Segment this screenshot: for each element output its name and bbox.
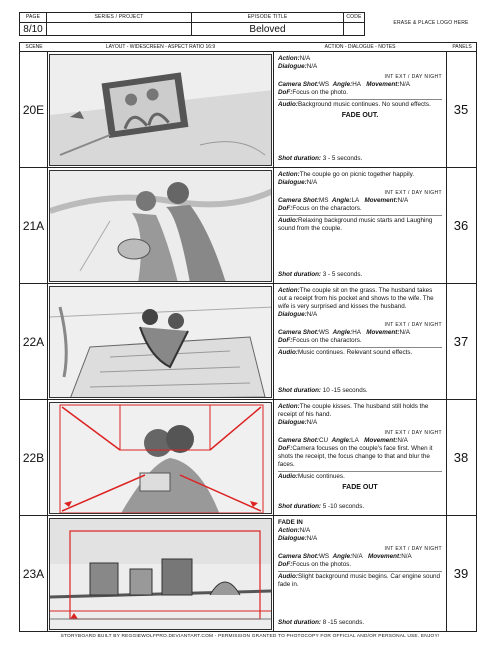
camera-line: Camera Shot:CU Angle:LA Movement:N/A — [278, 437, 408, 444]
action-line: Action:The couple sit on the grass. The husband takes out a receipt from his pocket and shows to the wife. The wife is very surprised and kisses the husband. — [278, 287, 434, 310]
storyboard-row — [19, 52, 477, 168]
column-header — [19, 42, 477, 52]
scene-number: 21A — [20, 168, 48, 283]
storyboard-row — [19, 516, 477, 632]
dof-line: DoF:Focus on the charactors. — [278, 205, 362, 212]
notes-cell — [273, 168, 447, 283]
dof-line: DoF:Focus on the photos. — [278, 561, 352, 568]
episode-value: Beloved — [249, 24, 286, 35]
sketch-frame — [49, 170, 272, 282]
camera-line: Camera Shot:WS Angle:N/A Movement:N/A — [278, 553, 412, 560]
page-cell — [19, 12, 47, 36]
duration-line: Shot duration: 5 -10 seconds. — [278, 503, 365, 510]
dof-line: DoF:Focus on the photo. — [278, 89, 349, 96]
duration-line: Shot duration: 3 - 5 seconds. — [278, 271, 363, 278]
logo-placeholder: ERASE & PLACE LOGO HERE — [393, 20, 469, 26]
col-notes: ACTION - DIALOGUE - NOTES — [324, 44, 396, 50]
sketch-frame — [49, 54, 272, 166]
panel-number: 37 — [453, 334, 469, 349]
int-ext-day-night: INT EXT / DAY NIGHT — [384, 322, 442, 328]
duration-line: Shot duration: 10 -15 seconds. — [278, 387, 368, 394]
col-panels: PANELS — [452, 44, 472, 50]
fade-in-text: FADE IN — [278, 519, 303, 526]
audio-line: Audio:Slight background music begins. Car engine sound fade in. — [278, 573, 441, 588]
action-line: Action:The couple go on picnic together happily. — [278, 171, 415, 178]
audio-line: Audio:Relaxing background music starts and Laughing sound from the couple. — [278, 215, 442, 233]
panel-number: 35 — [453, 102, 469, 117]
col-scene: SCENE — [25, 44, 43, 50]
int-ext-day-night: INT EXT / DAY NIGHT — [384, 546, 442, 552]
camera-line: Camera Shot:WS Angle:HA Movement:N/A — [278, 329, 410, 336]
storyboard-row — [19, 168, 477, 284]
int-ext-day-night: INT EXT / DAY NIGHT — [384, 190, 442, 196]
scene-number: 22B — [20, 400, 48, 515]
sketch-frame — [49, 518, 272, 630]
storyboard-row — [19, 400, 477, 516]
action-line: Action:N/A — [278, 55, 311, 62]
storyboard-row — [19, 284, 477, 400]
code-label: CODE — [344, 13, 364, 23]
int-ext-day-night: INT EXT / DAY NIGHT — [384, 74, 442, 80]
dialogue-line: Dialogue:N/A — [278, 535, 318, 542]
audio-line: Audio:Music continues. Relevant sound effects. — [278, 347, 442, 357]
col-layout: LAYOUT - WIDESCREEN - ASPECT RATIO 16:9 — [105, 44, 216, 50]
audio-line: Audio:Background music continues. No sound effects. — [278, 99, 442, 109]
sketch-frame — [49, 286, 272, 398]
dialogue-line: Dialogue:N/A — [278, 179, 318, 186]
page-label: PAGE — [20, 13, 46, 23]
dof-line: DoF:Focus on the charactors. — [278, 337, 362, 344]
duration-line: Shot duration: 3 - 5 seconds. — [278, 155, 363, 162]
scene-number: 23A — [20, 516, 48, 631]
fade-out-text: FADE OUT. — [341, 112, 379, 119]
panel-number: 38 — [453, 450, 469, 465]
sketch-frame — [49, 402, 272, 514]
scene-number: 22A — [20, 284, 48, 399]
dialogue-line: Dialogue:N/A — [278, 419, 318, 426]
notes-cell — [273, 284, 447, 399]
fade-out-text: FADE OUT — [342, 484, 378, 491]
series-label: SERIES / PROJECT — [47, 13, 191, 23]
action-line: Action:The couple kisses. The husband still holds the receipt of his hand. — [278, 403, 429, 418]
audio-line: Audio:Music continues. — [278, 471, 442, 481]
notes-cell — [273, 516, 447, 631]
episode-cell — [191, 12, 344, 36]
code-cell — [343, 12, 365, 36]
camera-line: Camera Shot:MS Angle:LA Movement:N/A — [278, 197, 409, 204]
notes-cell — [273, 52, 447, 167]
dof-line: DoF:Camera focuses on the couple's face first. When it shots the receipt, the focus change to that and blur the faces. — [278, 445, 433, 468]
action-line: Action:N/A — [278, 527, 311, 534]
episode-label: EPISODE TITLE — [192, 13, 343, 23]
page-value: 8/10 — [23, 24, 43, 35]
dialogue-line: Dialogue:N/A — [278, 311, 318, 318]
dialogue-line: Dialogue:N/A — [278, 63, 318, 70]
panel-number: 36 — [453, 218, 469, 233]
scene-number: 20E — [20, 52, 48, 167]
notes-cell — [273, 400, 447, 515]
duration-line: Shot duration: 8 -15 seconds. — [278, 619, 365, 626]
series-cell — [46, 12, 192, 36]
camera-line: Camera Shot:WS Angle:HA Movement:N/A — [278, 81, 410, 88]
panel-number: 39 — [453, 566, 469, 581]
int-ext-day-night: INT EXT / DAY NIGHT — [384, 430, 442, 436]
footer-credit: STORYBOARD BUILT BY REGGIEWOLFPRO.DEVIANTART.COM - PERMISSION GRANTED TO PHOTOCOPY FOR OFFICIAL AND/OR PERSONAL USE. ENJOY! — [60, 634, 440, 639]
